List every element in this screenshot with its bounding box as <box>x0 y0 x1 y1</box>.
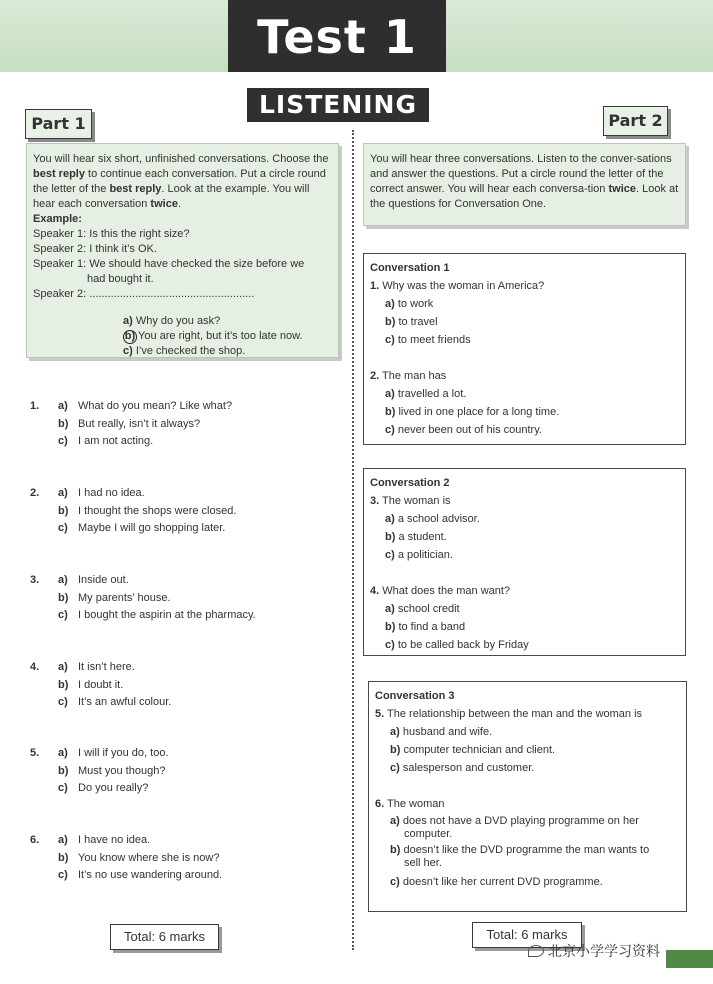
answer-option: b) doesn’t like the DVD programme the man wants to sell her. <box>390 844 650 869</box>
answer-option: c) never been out of his country. <box>385 424 542 436</box>
example-line: Speaker 2: I think it’s OK. <box>33 243 157 255</box>
question-text: 4. What does the man want? <box>370 585 511 597</box>
answer-option: b) to find a band <box>385 621 466 633</box>
test-title: Test 1 <box>257 10 417 64</box>
answer-option: a) to work <box>385 298 434 310</box>
watermark: 北京小学学习资料 <box>528 941 660 961</box>
example-option-a: a) Why do you ask? <box>123 315 221 327</box>
part2-label: Part 2 <box>603 106 668 136</box>
test-title-box <box>228 0 446 72</box>
section-title: LISTENING <box>247 88 429 122</box>
conversation-title: Conversation 3 <box>375 690 455 702</box>
page-corner-tab <box>666 950 713 968</box>
part2-instruction-text: You will hear three conversations. Listen to the conver-sations and answer the questions. Put a circle round the letter of the correct answer. You will hear each conversa-tion twice. Look at the questions for Conversation One. <box>370 153 679 210</box>
question-text: 5. The relationship between the man and the woman is <box>375 708 643 720</box>
question-text: 2. The man has <box>370 370 447 382</box>
answer-option: a) husband and wife. <box>390 726 493 738</box>
part1-instructions <box>26 143 339 358</box>
answer-option: a) does not have a DVD playing programme on her computer. <box>390 815 639 840</box>
conversation-2-box <box>363 468 686 656</box>
question-6: 6. a) I have no idea. b) You know where she is now? c) It’s no use wandering around. <box>30 834 223 881</box>
question-2: 2. a) I had no idea. b) I thought the shops were closed. c) Maybe I will go shopping later. <box>30 487 237 534</box>
example-line: had bought it. <box>87 273 154 285</box>
question-4: 4. a) It isn’t here. b) I doubt it. c) It’s an awful colour. <box>30 661 172 708</box>
question-text: 1. Why was the woman in America? <box>370 280 545 292</box>
example-line: Speaker 1: Is this the right size? <box>33 228 190 240</box>
answer-option: b) computer technician and client. <box>390 744 556 756</box>
question-5: 5. a) I will if you do, too. b) Must you though? c) Do you really? <box>30 747 169 794</box>
example-line: Speaker 1: We should have checked the size before we <box>33 258 305 270</box>
answer-option: b) to travel <box>385 316 438 328</box>
circled-answer: b) <box>124 330 136 342</box>
answer-option: a) school credit <box>385 603 460 615</box>
conversation-1-box <box>363 253 686 445</box>
part1-label: Part 1 <box>25 109 92 139</box>
answer-option: c) doesn’t like her current DVD programme. <box>390 876 603 888</box>
answer-option: b) lived in one place for a long time. <box>385 406 560 418</box>
conversation-title: Conversation 2 <box>370 477 450 489</box>
answer-option: c) a politician. <box>385 549 453 561</box>
example-option-c: c) I’ve checked the shop. <box>123 345 246 357</box>
question-3: 3. a) Inside out. b) My parents’ house. c) I bought the aspirin at the pharmacy. <box>30 574 256 621</box>
conversation-3-box <box>368 681 687 912</box>
part1-instruction-text: You will hear six short, unfinished conversations. Choose the best reply to continue each conversation. Put a circle round the letter of the best reply. Look at the example. You will hear each conversation twice. <box>33 153 329 210</box>
answer-option: c) to be called back by Friday <box>385 639 529 651</box>
part1-total: Total: 6 marks <box>110 924 219 950</box>
wechat-icon <box>528 945 544 957</box>
example-label: Example: <box>33 213 82 225</box>
part2-instructions <box>363 143 686 226</box>
part2-total: Total: 6 marks <box>472 922 582 948</box>
example-option-b: b) You are right, but it’s too late now. <box>124 330 303 342</box>
example-line: Speaker 2: ...................................................... <box>33 288 255 300</box>
answer-option: a) travelled a lot. <box>385 388 467 400</box>
question-text: 6. The woman <box>375 798 445 810</box>
answer-option: c) to meet friends <box>385 334 471 346</box>
conversation-title: Conversation 1 <box>370 262 450 274</box>
answer-option: c) salesperson and customer. <box>390 762 535 774</box>
question-text: 3. The woman is <box>370 495 451 507</box>
answer-option: a) a school advisor. <box>385 513 480 525</box>
column-divider <box>352 130 354 950</box>
answer-option: b) a student. <box>385 531 447 543</box>
question-1: 1. a) What do you mean? Like what? b) But really, isn’t it always? c) I am not acting. <box>30 400 233 447</box>
